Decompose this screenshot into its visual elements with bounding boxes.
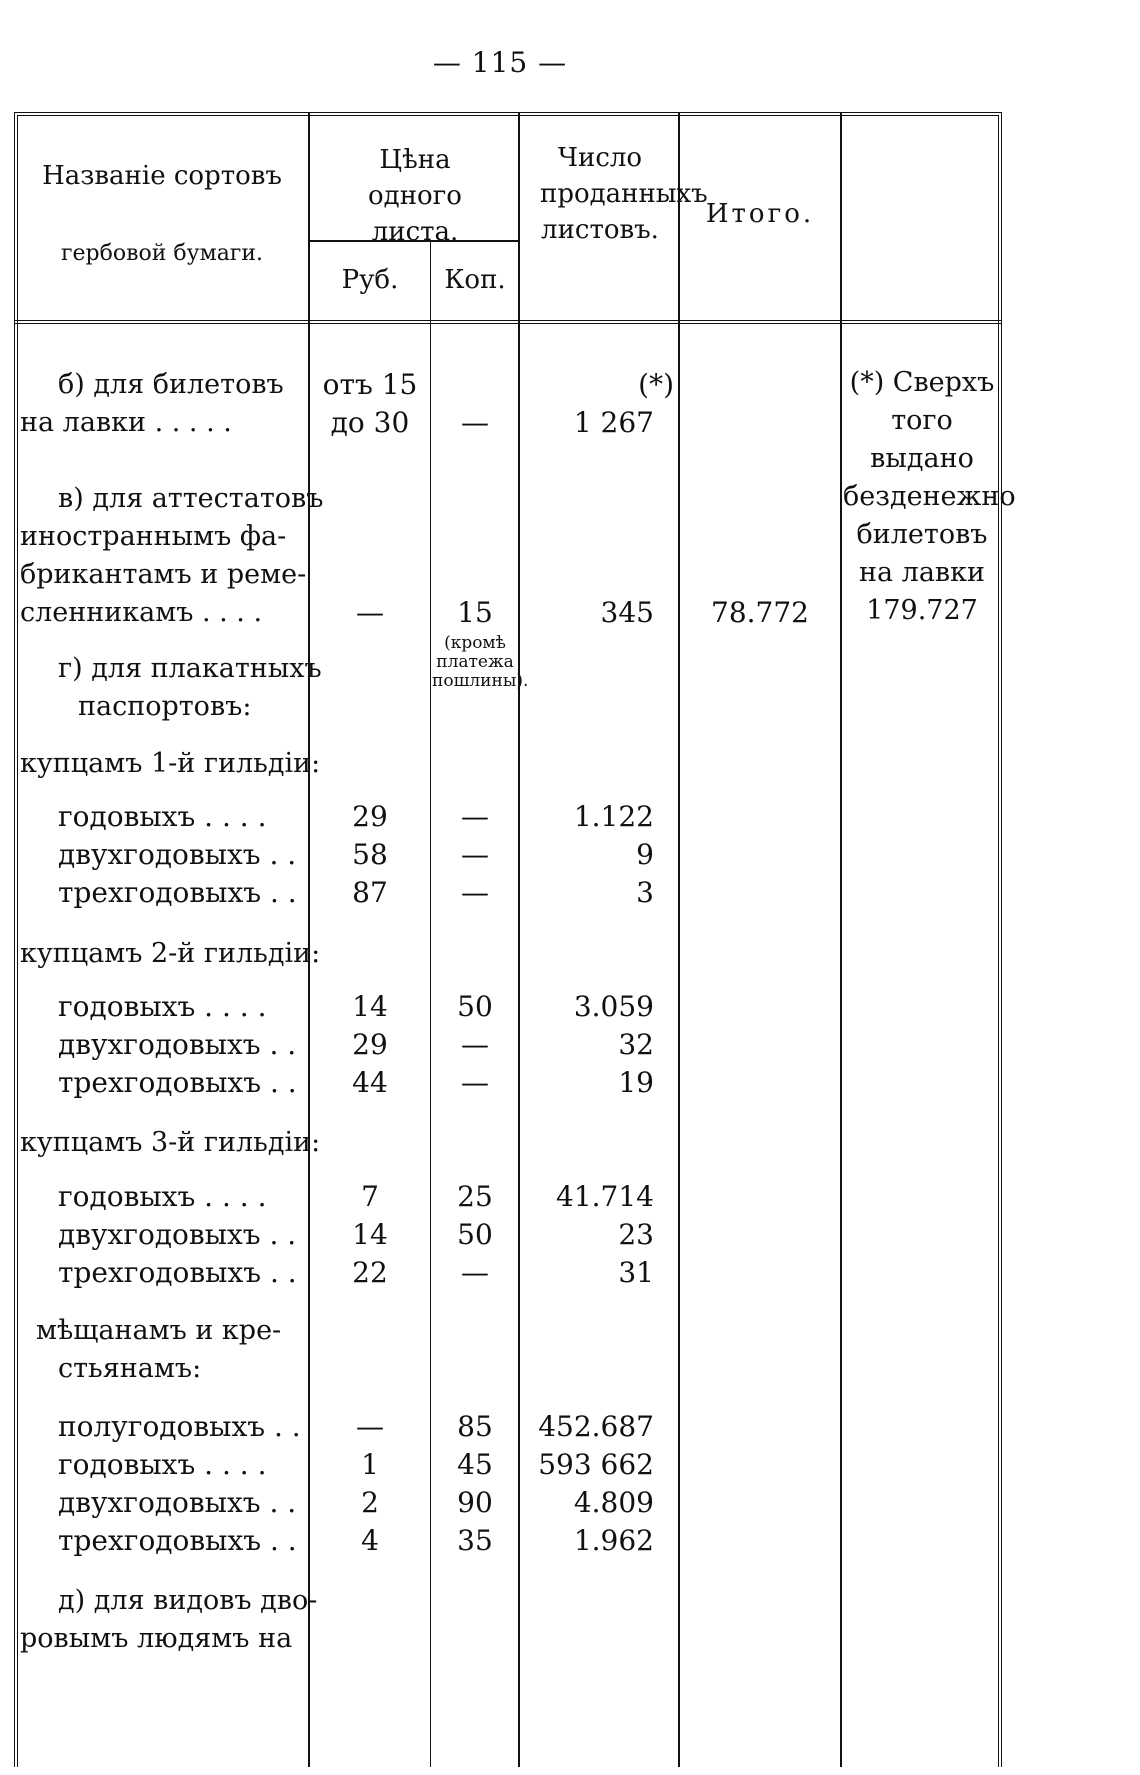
footnote-mark: (*) <box>638 368 674 401</box>
rub-cell: 7 <box>361 1180 379 1213</box>
group-heading: купцамъ 3-й гильдіи: <box>20 1127 321 1158</box>
header-kop: Коп. <box>444 265 506 295</box>
header-count: Число проданныхъ листовъ. <box>540 143 708 245</box>
column-divider <box>840 112 842 1767</box>
count-cell: 32 <box>618 1028 654 1061</box>
count-cell: 4.809 <box>573 1486 654 1519</box>
count-cell: 19 <box>618 1066 654 1099</box>
group-heading: купцамъ 2-й гильдіи: <box>20 938 321 969</box>
rub-cell: 14 <box>352 1218 388 1251</box>
rub-cell: до 30 <box>330 406 410 439</box>
row-label: б) для билетовъ <box>58 369 284 400</box>
header-total: Итого. <box>705 199 815 229</box>
row-label: иностраннымъ фа- <box>20 521 287 552</box>
kop-cell: — <box>461 1256 489 1289</box>
rub-cell: 14 <box>352 990 388 1023</box>
table-row-name: трехгодовыхъ . . <box>58 1256 297 1289</box>
table-row-name: годовыхъ . . . . <box>58 1180 267 1213</box>
kop-cell: — <box>461 406 489 439</box>
kop-cell: 50 <box>457 990 493 1023</box>
kop-cell: — <box>461 1028 489 1061</box>
header-name-line2: гербовой бумаги. <box>60 241 263 266</box>
rub-cell: 1 <box>361 1448 379 1481</box>
footnote: (*) Сверхъ того выдано безденежно билетовъ на лавки 179.727 <box>843 367 1016 626</box>
table-row-name: двухгодовыхъ . . <box>58 1218 297 1251</box>
table-row-name: двухгодовыхъ . . <box>58 1486 297 1519</box>
row-label: паспортовъ: <box>78 691 252 722</box>
count-cell: 345 <box>600 596 654 629</box>
rub-cell: 29 <box>352 800 388 833</box>
kop-cell: 35 <box>457 1524 493 1557</box>
count-cell: 452.687 <box>538 1410 654 1443</box>
rub-cell: 4 <box>361 1524 379 1557</box>
header-divider <box>14 320 1002 324</box>
kop-cell: 15 <box>457 596 493 629</box>
kop-cell: 85 <box>457 1410 493 1443</box>
table-row-name: годовыхъ . . . . <box>58 1448 267 1481</box>
row-label: сленникамъ . . . . <box>20 597 263 628</box>
count-cell: 1.122 <box>573 800 654 833</box>
table-row-name: двухгодовыхъ . . <box>58 1028 297 1061</box>
total-value: 78.772 <box>711 596 809 629</box>
rub-cell: 29 <box>352 1028 388 1061</box>
count-cell: 1.962 <box>573 1524 654 1557</box>
header-price: Цѣна одного листа. <box>368 145 462 247</box>
kop-cell: — <box>461 1066 489 1099</box>
count-cell: 3 <box>636 876 654 909</box>
table-row-name: трехгодовыхъ . . <box>58 876 297 909</box>
group-heading: стьянамъ: <box>58 1353 202 1384</box>
kop-cell: — <box>461 800 489 833</box>
kop-cell: 50 <box>457 1218 493 1251</box>
page-number: — 115 — <box>432 46 568 79</box>
rub-cell: отъ 15 <box>322 368 418 401</box>
header-rub: Руб. <box>341 265 399 295</box>
row-label: г) для плакатныхъ <box>58 653 322 684</box>
rub-cell: 58 <box>352 838 388 871</box>
row-label: в) для аттестатовъ <box>58 483 324 514</box>
table-row-name: двухгодовыхъ . . <box>58 838 297 871</box>
column-divider <box>678 112 680 1767</box>
kop-cell: 45 <box>457 1448 493 1481</box>
table-row-name: трехгодовыхъ . . <box>58 1524 297 1557</box>
count-cell: 41.714 <box>556 1180 654 1213</box>
table-row-name: полугодовыхъ . . <box>58 1410 301 1443</box>
row-label: д) для видовъ дво- <box>58 1585 318 1616</box>
kop-note: (кромѣ платежа пошлины). <box>432 633 529 691</box>
rub-cell: 22 <box>352 1256 388 1289</box>
count-cell: 3.059 <box>573 990 654 1023</box>
row-label: ровымъ людямъ на <box>20 1623 293 1654</box>
row-label: на лавки . . . . . <box>20 407 232 438</box>
count-cell: 593 662 <box>538 1448 654 1481</box>
rub-cell: — <box>356 596 384 629</box>
rub-cell: 44 <box>352 1066 388 1099</box>
kop-cell: 25 <box>457 1180 493 1213</box>
count-cell: 1 267 <box>573 406 654 439</box>
table-row-name: годовыхъ . . . . <box>58 990 267 1023</box>
table-row-name: трехгодовыхъ . . <box>58 1066 297 1099</box>
group-heading: мѣщанамъ и кре- <box>36 1315 282 1346</box>
rub-cell: — <box>356 1410 384 1443</box>
kop-cell: — <box>461 838 489 871</box>
group-heading: купцамъ 1-й гильдіи: <box>20 748 321 779</box>
count-cell: 9 <box>636 838 654 871</box>
kop-cell: — <box>461 876 489 909</box>
count-cell: 31 <box>618 1256 654 1289</box>
header-name-line1: Названіе сортовъ <box>42 161 282 191</box>
rub-cell: 2 <box>361 1486 379 1519</box>
table-row-name: годовыхъ . . . . <box>58 800 267 833</box>
row-label: брикантамъ и реме- <box>20 559 307 590</box>
kop-cell: 90 <box>457 1486 493 1519</box>
rub-cell: 87 <box>352 876 388 909</box>
count-cell: 23 <box>618 1218 654 1251</box>
column-divider <box>430 240 431 1767</box>
